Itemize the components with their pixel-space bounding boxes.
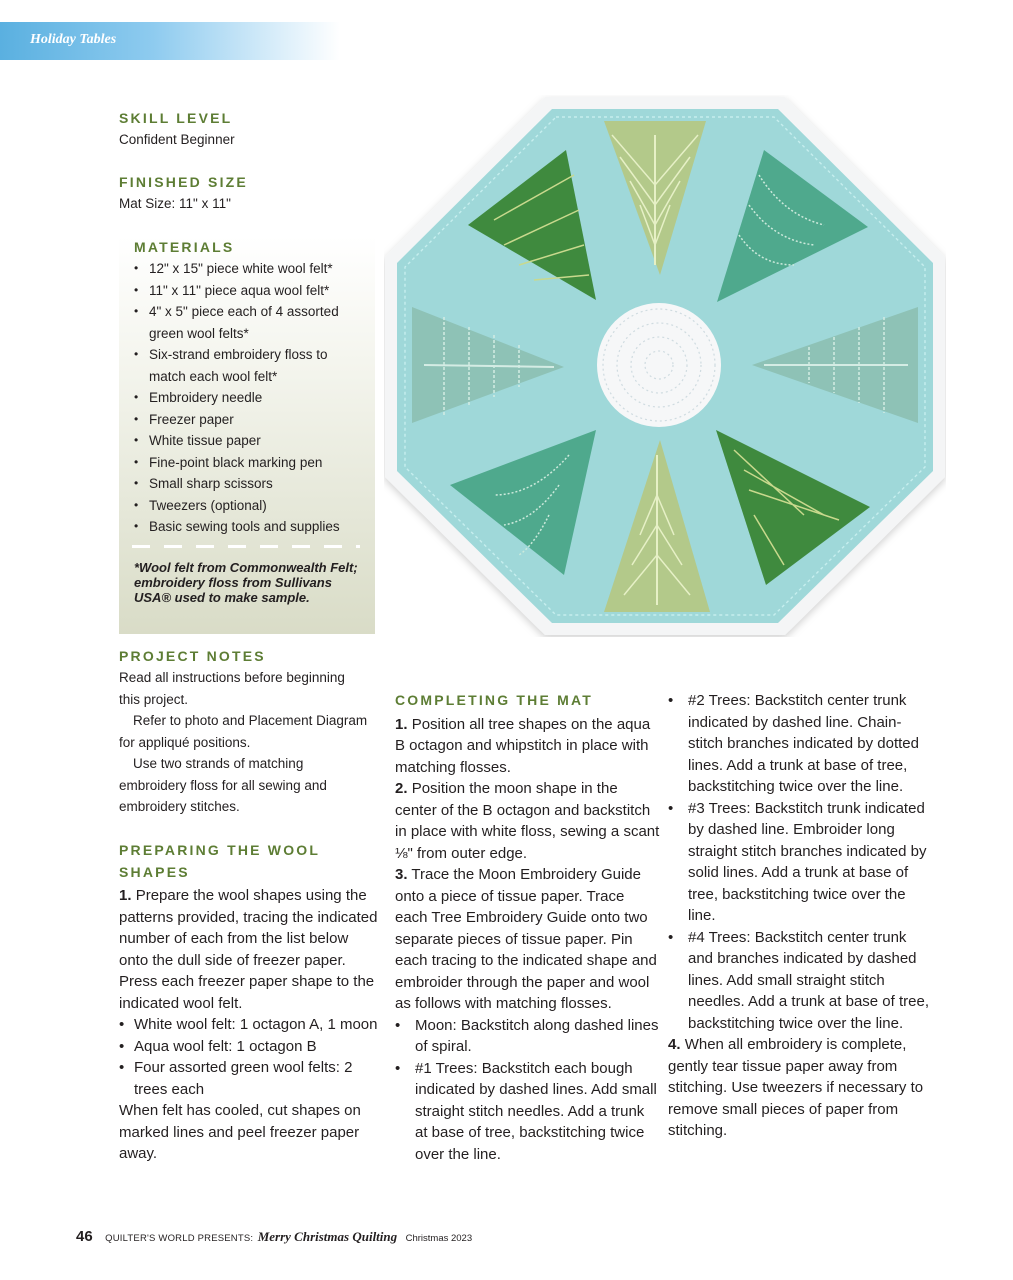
finished-size-heading: FINISHED SIZE — [119, 174, 248, 190]
step-text: Position all tree shapes on the aqua B octagon and whipstitch in place with matching flosses. — [395, 715, 651, 776]
table-mat-photo — [384, 95, 946, 637]
project-notes-paragraph: Read all instructions before beginning this project. — [119, 670, 345, 707]
preparing-heading: PREPARING THE WOOL SHAPES — [119, 842, 320, 880]
completing-section-continued — [668, 690, 933, 1142]
completing-section — [395, 690, 660, 1165]
step-number: 4. — [668, 1036, 681, 1053]
list-item: • Tweezers (optional) — [134, 495, 361, 517]
list-item: • Basic sewing tools and supplies — [134, 516, 361, 538]
preparing-list — [119, 1014, 379, 1100]
skill-level-heading: SKILL LEVEL — [119, 110, 233, 126]
list-item: • Embroidery needle — [134, 387, 361, 409]
list-item: • Freezer paper — [134, 409, 361, 431]
list-item: • 11" x 11" piece aqua wool felt* — [134, 280, 361, 302]
list-item: • Aqua wool felt: 1 octagon B — [119, 1036, 379, 1058]
list-item-text: #4 Trees: Backstitch center trunk and branches indicated by dashed lines. Add small straight stitch needles. Add a trunk at base of tree, backstitching twice over the line. — [688, 928, 929, 1032]
project-notes-heading: PROJECT NOTES — [119, 648, 266, 664]
section-header-tab — [0, 22, 340, 60]
completing-step-1 — [395, 714, 660, 779]
dashed-divider — [132, 545, 360, 548]
section-title: Holiday Tables — [30, 32, 117, 47]
list-item: • Six-strand embroidery floss to match each wool felt* — [134, 344, 361, 387]
list-item: • Small sharp scissors — [134, 473, 361, 495]
list-item: • 12" x 15" piece white wool felt* — [134, 258, 361, 280]
list-item: • Fine-point black marking pen — [134, 452, 361, 474]
completing-step-4 — [668, 1034, 933, 1142]
step-number: 1. — [119, 887, 132, 904]
completing-step-3 — [395, 864, 660, 1015]
completing-step-2 — [395, 778, 660, 864]
preparing-section — [119, 840, 379, 1165]
preparing-closing: When felt has cooled, cut shapes on marked lines and peel freezer paper away. — [119, 1102, 361, 1162]
page-number: 46 — [76, 1228, 93, 1245]
step-text: When all embroidery is complete, gently tear tissue paper away from stitching. Use tweezers if necessary to remove small pieces of paper from stitching. — [668, 1036, 924, 1139]
materials-box — [119, 236, 375, 634]
materials-footnote: *Wool felt from Commonwealth Felt; embroidery floss from Sullivans USA® used to make sample. — [134, 559, 358, 605]
list-item: • #1 Trees: Backstitch each bough indicated by dashed lines. Add small straight stitch needles. Add a trunk at base of tree, backstitching twice over the line. — [395, 1059, 657, 1163]
step-text: Position the moon shape in the center of the B octagon and backstitch in place with white floss, sewing a scant ⅛" from outer edge. — [395, 780, 660, 862]
finished-size-value: Mat Size: 11" x 11" — [119, 196, 231, 211]
list-item: • White wool felt: 1 octagon A, 1 moon — [119, 1014, 379, 1036]
step-number: 1. — [395, 715, 408, 733]
issue-name: Christmas 2023 — [405, 1233, 473, 1244]
list-item: • #3 Trees: Backstitch trunk indicated by dashed line. Embroider long straight stitch branches indicated by solid lines. Add a trunk at base of tree, backstitching twice over the line. — [668, 799, 927, 924]
list-item: • 4" x 5" piece each of 4 assorted green wool felts* — [134, 301, 361, 344]
materials-heading: MATERIALS — [134, 239, 235, 255]
list-item: • #2 Trees: Backstitch center trunk indicated by dashed line. Chain-stitch branches indicated by dotted lines. Add a trunk at base of tree, backstitching twice over the line. — [668, 692, 919, 795]
step-number: 3. — [395, 866, 408, 883]
list-item-text: #1 Trees: Backstitch each bough indicated by dashed lines. Add small straight stitch needles. Add a trunk at base of tree, backstitching twice over the line. — [415, 1059, 657, 1163]
finished-size-section — [119, 174, 379, 211]
skill-level-value: Confident Beginner — [119, 132, 235, 147]
list-item: • Four assorted green wool felts: 2 trees each — [119, 1057, 379, 1100]
moon — [597, 303, 721, 427]
project-notes-paragraph: Refer to photo and Placement Diagram for appliqué positions. — [119, 713, 368, 750]
preparing-step-1 — [119, 885, 379, 1014]
project-notes-paragraph: Use two strands of matching embroidery floss for all sewing and embroidery stitches. — [119, 756, 327, 814]
list-item: • #4 Trees: Backstitch center trunk and branches indicated by dashed lines. Add small straight stitch needles. Add a trunk at base of tree, backstitching twice over the line. — [668, 928, 929, 1032]
list-item-text: Moon: Backstitch along dashed lines of spiral. — [415, 1016, 659, 1055]
list-item: • Moon: Backstitch along dashed lines of spiral. — [395, 1016, 659, 1055]
list-item-text: #3 Trees: Backstitch trunk indicated by dashed line. Embroider long straight stitch branches indicated by solid lines. Add a trunk at base of tree, backstitching twice over the line. — [688, 799, 927, 924]
completing-heading: COMPLETING THE MAT — [395, 692, 593, 708]
skill-level-section — [119, 110, 379, 147]
list-item-text: #2 Trees: Backstitch center trunk indicated by dashed line. Chain-stitch branches indicated by dotted lines. Add a trunk at base of tree, backstitching twice over the line. — [688, 692, 919, 795]
step-number: 2. — [395, 780, 408, 797]
list-item: • White tissue paper — [134, 430, 361, 452]
publisher-name: QUILTER'S WORLD PRESENTS: — [105, 1233, 254, 1244]
page-footer — [76, 1228, 676, 1248]
project-notes-section — [119, 648, 369, 818]
materials-list — [134, 258, 361, 538]
step-text: Trace the Moon Embroidery Guide onto a piece of tissue paper. Trace each Tree Embroidery Guide onto two separate pieces of tissue paper. Pin each tracing to the indicated shape and embroider through the paper and wool as follows with matching flosses. — [395, 866, 657, 1012]
magazine-title: Merry Christmas Quilting — [257, 1229, 398, 1244]
step-text: Prepare the wool shapes using the patterns provided, tracing the indicated number of each from the list below onto the dull side of freezer paper. Press each freezer paper shape to the indicated wool felt. — [119, 887, 378, 1012]
